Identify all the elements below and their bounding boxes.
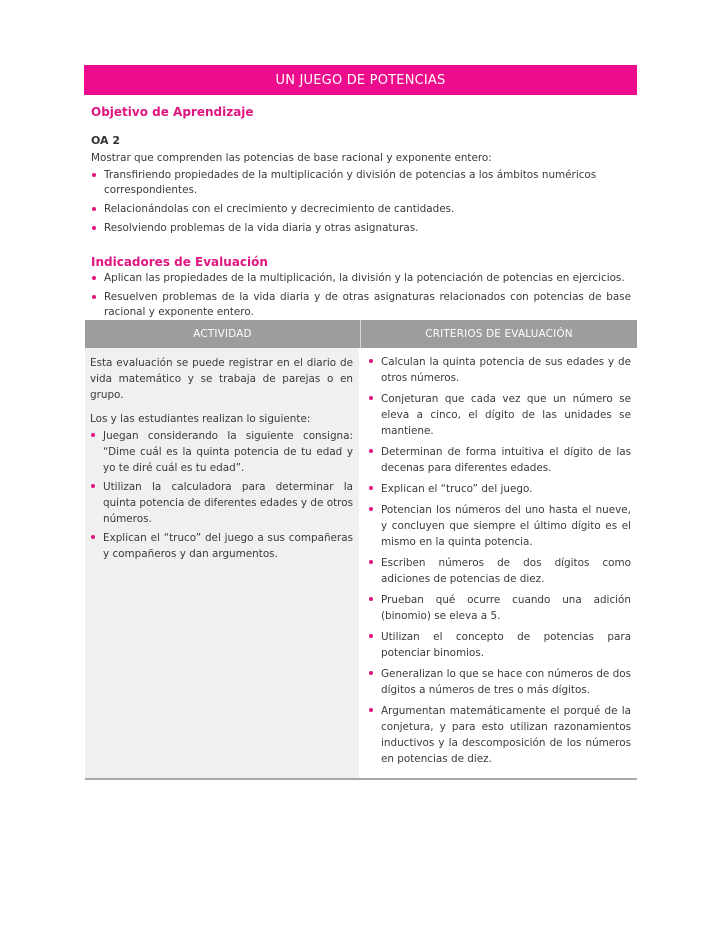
objective-list xyxy=(84,168,637,236)
activity-paragraph: Los y las estudiantes realizan lo siguiente: xyxy=(90,413,311,425)
list-item: Aplican las propiedades de la multiplicación, la división y la potenciación de potencias en ejercicios. xyxy=(91,271,637,286)
bullet-icon xyxy=(369,560,373,564)
list-item: Determinan de forma intuitiva el dígito de las decenas para diferentes edades. xyxy=(368,444,631,476)
list-item: Relacionándolas con el crecimiento y decrecimiento de cantidades. xyxy=(91,202,637,217)
list-item: Juegan considerando la siguiente consigna: “Dime cuál es la quinta potencia de tu edad y yo te diré cuál es tu edad”. xyxy=(90,428,353,476)
bullet-icon xyxy=(92,276,96,280)
criteria-list xyxy=(368,354,631,767)
bullet-icon xyxy=(369,359,373,363)
list-item: Explican el “truco” del juego a sus compañeras y compañeros y dan argumentos. xyxy=(90,530,353,562)
list-item: Utilizan el concepto de potencias para potenciar binomios. xyxy=(368,629,631,661)
bullet-icon xyxy=(369,507,373,511)
list-item: Argumentan matemáticamente el porqué de la conjetura, y para esto utilizan razonamientos inductivos y la descomposición de los números en potencias de diez. xyxy=(368,703,631,767)
bullet-icon xyxy=(91,484,95,488)
bullet-icon xyxy=(369,396,373,400)
list-item: Utilizan la calculadora para determinar la quinta potencia de diferentes edades y de otros números. xyxy=(90,479,353,527)
list-item: Explican el “truco” del juego. xyxy=(368,481,631,497)
table-header xyxy=(85,320,637,348)
list-item: Escriben números de dos dígitos como adiciones de potencias de diez. xyxy=(368,555,631,587)
list-item: Transfiriendo propiedades de la multiplicación y división de potencias a los ámbitos numéricos correspondientes. xyxy=(91,168,637,198)
list-item: Prueban qué ocurre cuando una adición (binomio) se eleva a 5. xyxy=(368,592,631,624)
objective-intro: Mostrar que comprenden las potencias de base racional y exponente entero: xyxy=(91,152,492,164)
document-page xyxy=(84,65,637,324)
criteria-cell xyxy=(360,348,637,778)
indicators-list xyxy=(84,271,637,320)
indicators-heading: Indicadores de Evaluación xyxy=(91,255,268,269)
objective-code: OA 2 xyxy=(91,134,121,147)
column-header-criteria: CRITERIOS DE EVALUACIÓN xyxy=(425,328,573,340)
bullet-icon xyxy=(92,226,96,230)
title-bar xyxy=(84,65,637,95)
bullet-icon xyxy=(92,173,96,177)
column-header-activity: ACTIVIDAD xyxy=(85,320,361,348)
activity-cell xyxy=(85,348,360,778)
page-title: UN JUEGO DE POTENCIAS xyxy=(275,72,446,88)
list-item: Potencian los números del uno hasta el nueve, y concluyen que siempre el último dígito es el mismo en la quinta potencia. xyxy=(368,502,631,550)
bullet-icon xyxy=(91,535,95,539)
bullet-icon xyxy=(92,295,96,299)
activity-paragraph: Esta evaluación se puede registrar en el diario de vida matemático y se trabaja de parejas o en grupo. xyxy=(90,357,353,401)
bullet-icon xyxy=(369,708,373,712)
bullet-icon xyxy=(369,634,373,638)
bullet-icon xyxy=(92,207,96,211)
list-item: Calculan la quinta potencia de sus edades y de otros números. xyxy=(368,354,631,386)
table-row xyxy=(85,348,637,780)
list-item: Resuelven problemas de la vida diaria y de otras asignaturas relacionados con potencias de base racional y exponente entero. xyxy=(91,290,637,320)
activity-list xyxy=(90,428,353,562)
bullet-icon xyxy=(369,486,373,490)
list-item: Resolviendo problemas de la vida diaria y otras asignaturas. xyxy=(91,221,637,236)
list-item: Generalizan lo que se hace con números de dos dígitos a números de tres o más dígitos. xyxy=(368,666,631,698)
bullet-icon xyxy=(369,597,373,601)
bullet-icon xyxy=(369,671,373,675)
list-item: Conjeturan que cada vez que un número se eleva a cinco, el dígito de las unidades se mantiene. xyxy=(368,391,631,439)
evaluation-table xyxy=(85,320,637,780)
objective-heading: Objetivo de Aprendizaje xyxy=(91,105,254,119)
bullet-icon xyxy=(91,433,95,437)
bullet-icon xyxy=(369,449,373,453)
